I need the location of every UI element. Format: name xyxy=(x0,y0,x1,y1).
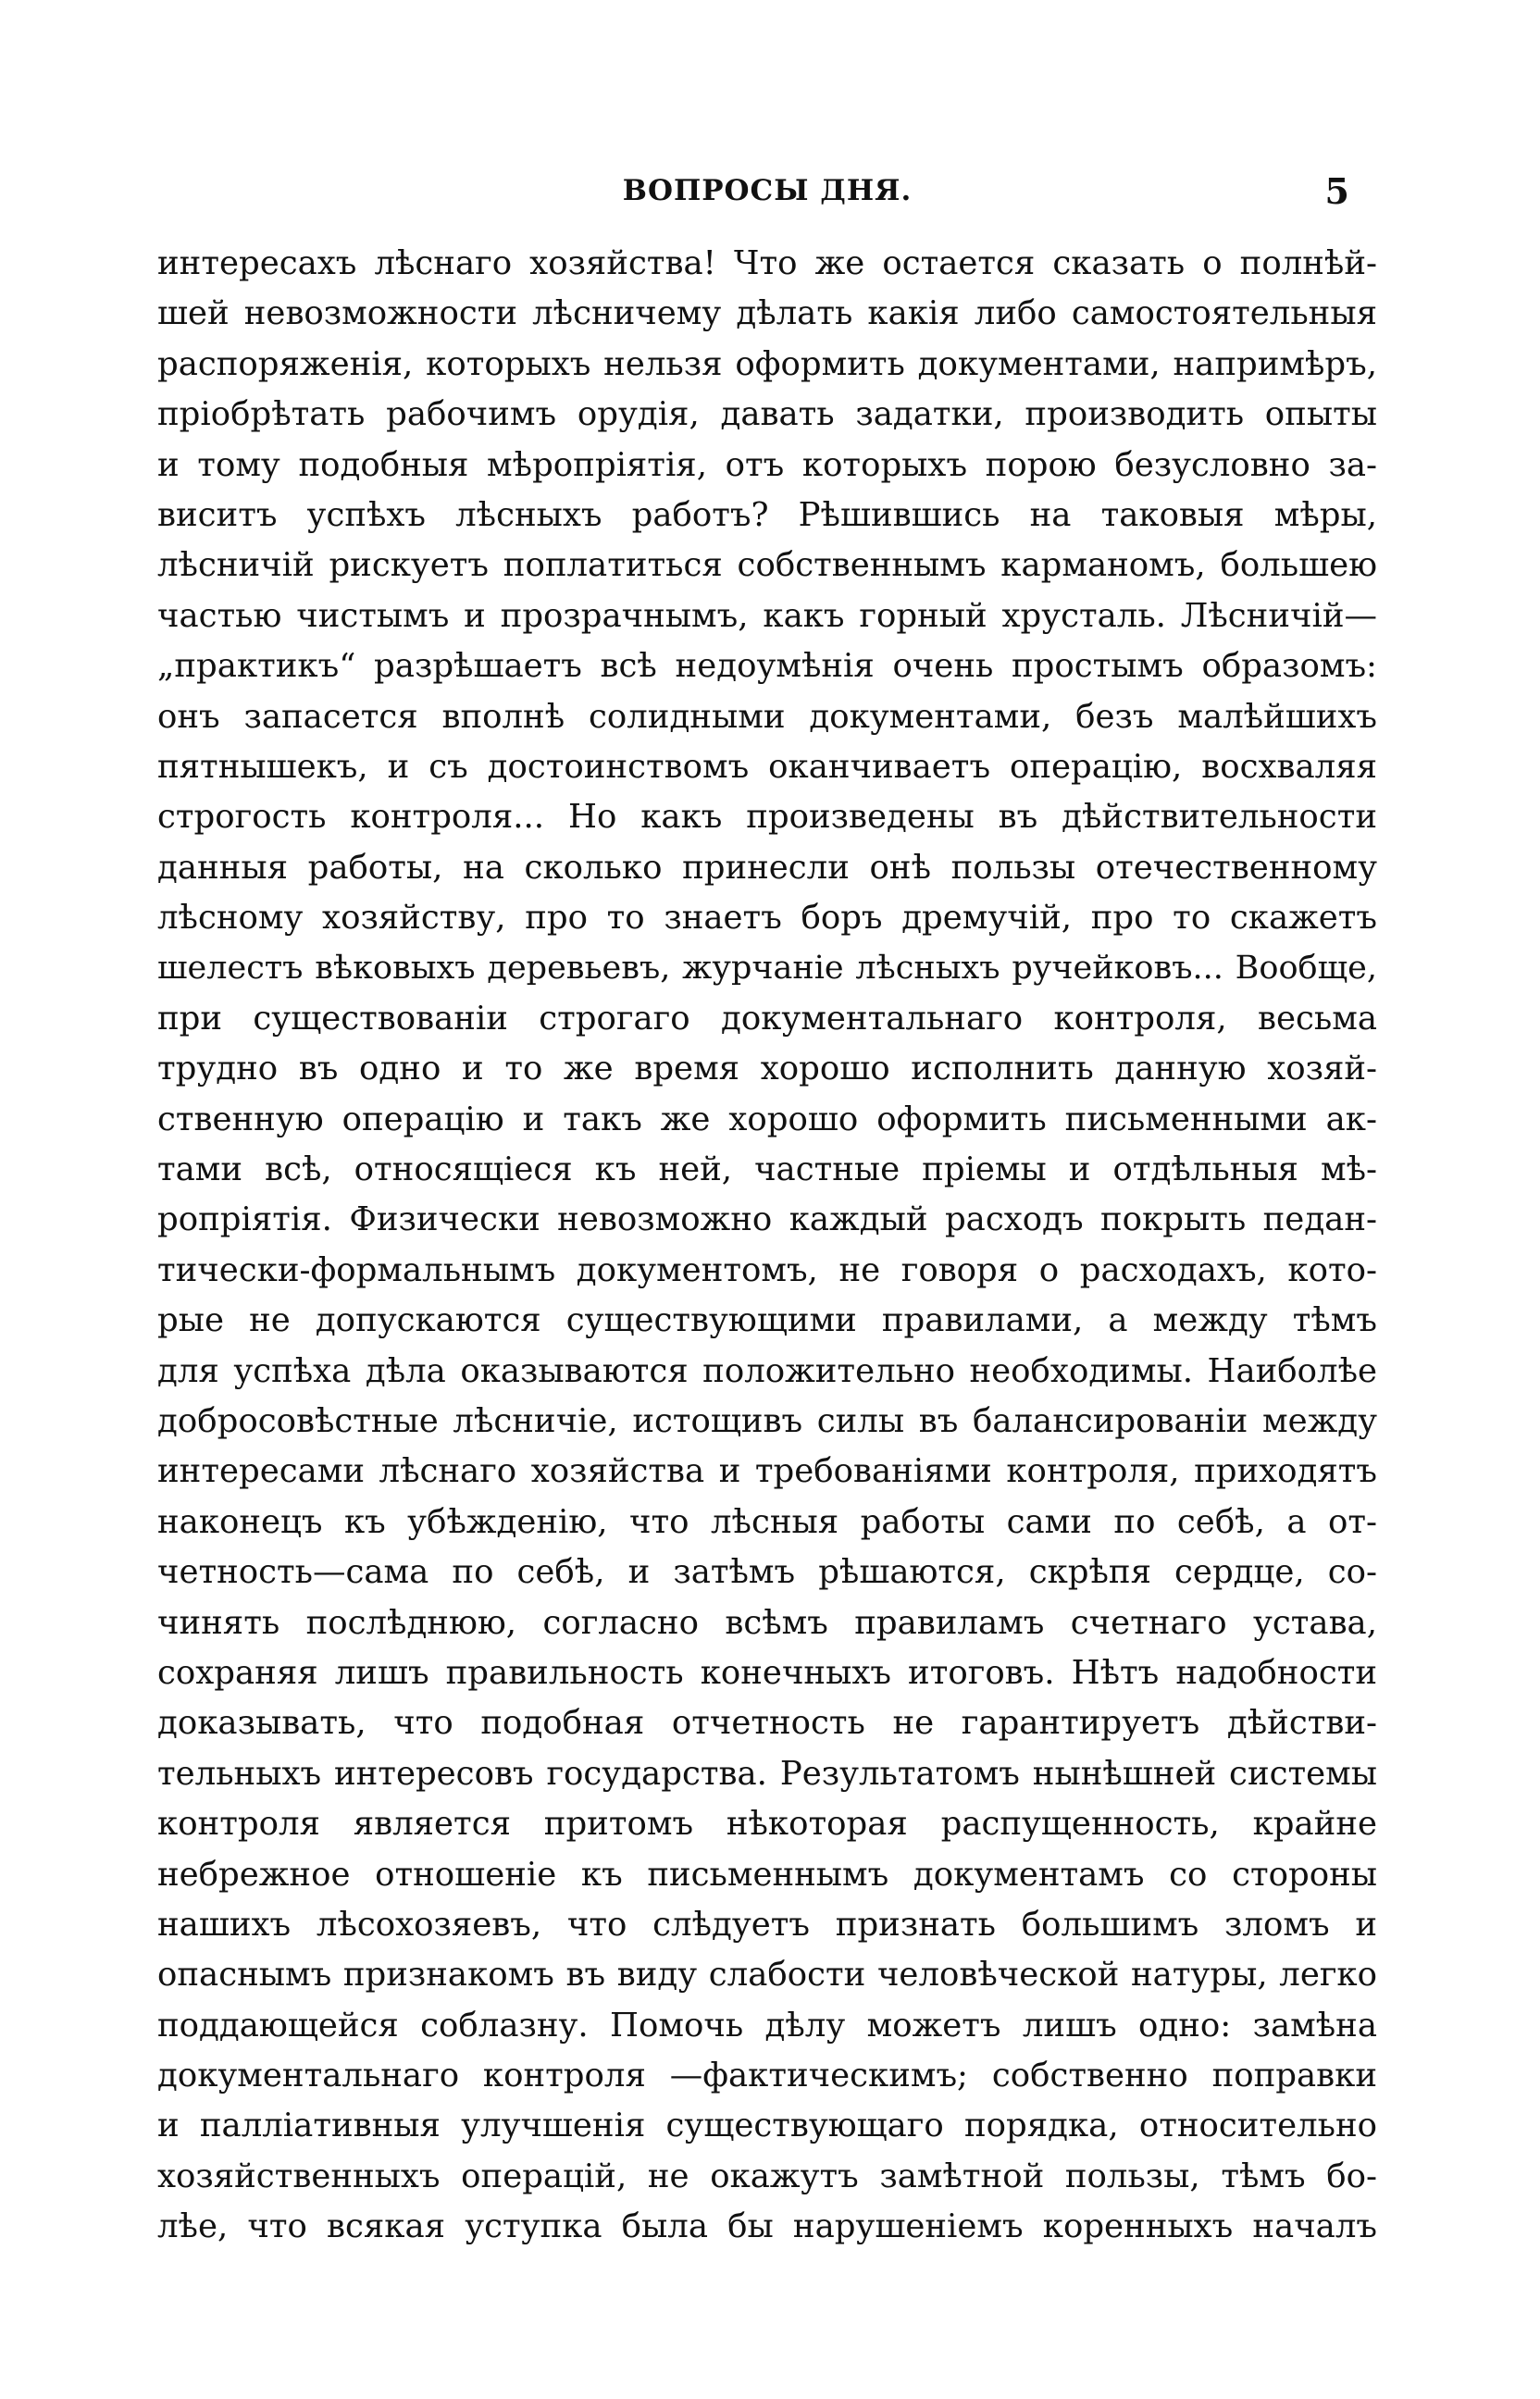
text-line: лѣсному хозяйству, про то знаетъ боръ дремучій, про то скажетъ xyxy=(157,899,1377,938)
text-line: „практикъ“ разрѣшаетъ всѣ недоумѣнія очень простымъ образомъ: xyxy=(157,647,1377,686)
text-line: при существованіи строгаго документальнаго контроля, весьма xyxy=(157,999,1377,1038)
text-line: данныя работы, на сколько принесли онѣ пользы отечественному xyxy=(157,848,1377,887)
text-line: пятнышекъ, и съ достоинствомъ оканчиваетъ операцію, восхваляя xyxy=(157,747,1377,786)
text-line: рые не допускаются существующими правилами, а между тѣмъ xyxy=(157,1301,1377,1340)
text-line: лѣсничій рискуетъ поплатиться собственнымъ карманомъ, большею xyxy=(157,546,1377,585)
running-head xyxy=(157,170,1377,220)
text-line: для успѣха дѣла оказываются положительно необходимы. Наиболѣе xyxy=(157,1351,1377,1390)
text-line: ственную операцію и такъ же хорошо оформить письменными ак- xyxy=(157,1100,1377,1138)
text-line: небрежное отношеніе къ письменнымъ документамъ со стороны xyxy=(157,1855,1377,1894)
text-line: интересами лѣснаго хозяйства и требованіями контроля, приходятъ xyxy=(157,1452,1377,1491)
text-line: тельныхъ интересовъ государства. Результатомъ нынѣшней системы xyxy=(157,1754,1377,1793)
text-line: контроля является притомъ нѣкоторая распущенность, крайне xyxy=(157,1805,1377,1844)
text-line: лѣе, что всякая уступка была бы нарушеніемъ коренныхъ началъ xyxy=(157,2207,1377,2246)
text-line: чинять послѣднюю, согласно всѣмъ правиламъ счетнаго устава, xyxy=(157,1603,1377,1642)
text-line: строгость контроля... Но какъ произведены въ дѣйствительности xyxy=(157,798,1377,837)
text-line: шелестъ вѣковыхъ деревьевъ, журчаніе лѣсныхъ ручейковъ... Вообще, xyxy=(157,950,1377,988)
text-line: доказывать, что подобная отчетность не гарантируетъ дѣйстви- xyxy=(157,1704,1377,1743)
text-line: пріобрѣтать рабочимъ орудія, давать задатки, производить опыты xyxy=(157,395,1377,434)
text-line: распоряженія, которыхъ нельзя оформить документами, напримѣръ, xyxy=(157,344,1377,383)
text-line: нашихъ лѣсохозяевъ, что слѣдуетъ признать большимъ зломъ и xyxy=(157,1905,1377,1944)
text-line: опаснымъ признакомъ въ виду слабости человѣческой натуры, легко xyxy=(157,1956,1377,1995)
text-line: ропріятія. Физически невозможно каждый расходъ покрыть педан- xyxy=(157,1200,1377,1239)
text-line: документальнаго контроля —фактическимъ; собственно поправки xyxy=(157,2057,1377,2095)
text-line: добросовѣстные лѣсничіе, истощивъ силы въ балансированіи между xyxy=(157,1401,1377,1440)
text-line: онъ запасется вполнѣ солидными документами, безъ малѣйшихъ xyxy=(157,697,1377,736)
text-line: шей невозможности лѣсничему дѣлать какія либо самостоятельныя xyxy=(157,294,1377,333)
text-line: тически-формальнымъ документомъ, не говоря о расходахъ, кото- xyxy=(157,1250,1377,1289)
running-title: ВОПРОСЫ ДНЯ. xyxy=(622,174,913,207)
text-line: частью чистымъ и прозрачнымъ, какъ горный хрусталь. Лѣсничій— xyxy=(157,596,1377,635)
text-line: наконецъ къ убѣжденію, что лѣсныя работы сами по себѣ, а от- xyxy=(157,1502,1377,1541)
text-line: поддающейся соблазну. Помочь дѣлу можетъ лишъ одно: замѣна xyxy=(157,2006,1377,2045)
text-line: и тому подобныя мѣропріятія, отъ которыхъ порою безусловно за- xyxy=(157,445,1377,484)
text-line: хозяйственныхъ операцій, не окажутъ замѣтной пользы, тѣмъ бо- xyxy=(157,2157,1377,2195)
text-line: трудно въ одно и то же время хорошо исполнить данную хозяй- xyxy=(157,1050,1377,1088)
text-line: сохраняя лишъ правильность конечныхъ итоговъ. Нѣтъ надобности xyxy=(157,1653,1377,1692)
text-line: четность—сама по себѣ, и затѣмъ рѣшаются, скрѣпя сердце, со- xyxy=(157,1553,1377,1592)
body-text xyxy=(157,239,1377,2253)
text-line: тами всѣ, относящіеся къ ней, частные пріемы и отдѣльныя мѣ- xyxy=(157,1150,1377,1189)
text-line: виситъ успѣхъ лѣсныхъ работъ? Рѣшившись на таковыя мѣры, xyxy=(157,495,1377,534)
page-number: 5 xyxy=(1324,170,1349,212)
text-line: и палліативныя улучшенія существующаго порядка, относительно xyxy=(157,2107,1377,2145)
text-line: интересахъ лѣснаго хозяйства! Что же остается сказать о полнѣй- xyxy=(157,244,1377,282)
